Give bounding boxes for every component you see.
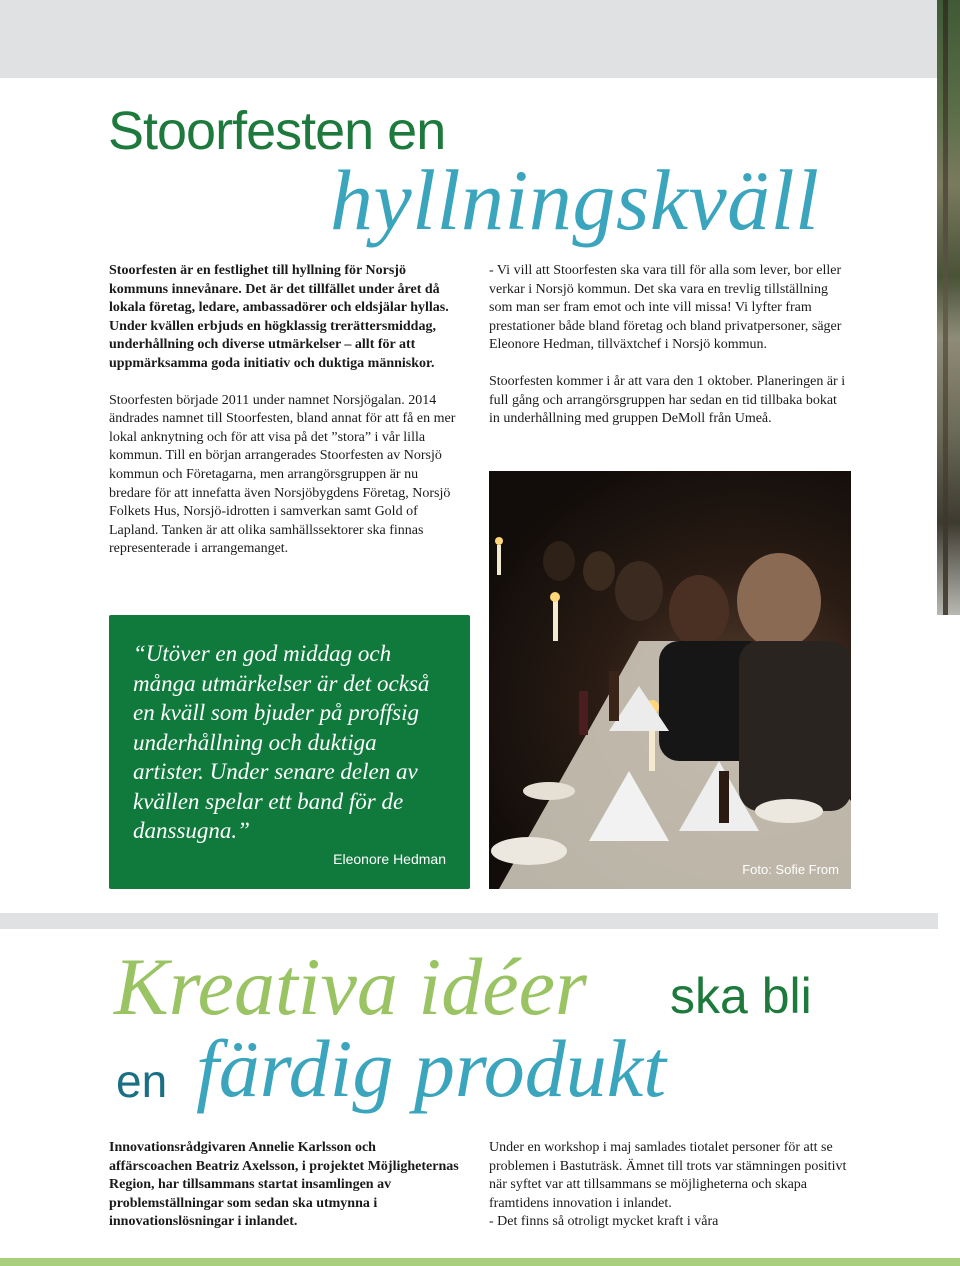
article2-right-column — [489, 1139, 859, 1232]
article2-body-continued: - Det finns så otroligt mycket kraft i våra — [489, 1214, 719, 1230]
pull-quote-box — [109, 615, 470, 889]
article2-lead: Innovationsrådgivaren Annelie Karlsson och affärscoachen Beatriz Axelsson, i projektet Möjligheternas Region, har tillsammans startat insamlingen av problemställningar som sedan ska utmynna i innovationslösningar i inlandet. — [109, 1140, 459, 1230]
article2-title-part2: ska bli — [670, 968, 812, 1024]
intro-column — [109, 262, 463, 577]
article-title-line1: Stoorfesten en — [108, 101, 446, 161]
top-band — [0, 0, 960, 78]
pull-quote-text: “Utöver en god middag och många utmärkelser är det också en kväll som bjuder på proffsig underhållning och duktiga artister. Under senare delen av kvällen spelar ett band för de danssugna.” — [133, 641, 430, 843]
dinner-scene-illustration — [489, 471, 851, 889]
article2-body: Under en workshop i maj samlades tiotalet personer för att se problemen i Bastuträsk. Ämnet till trots var stämningen positivt när syftet var att tillsammans se möjligheterna och skapa framtidens innovation i inlandet. — [489, 1140, 847, 1211]
article2-title-part3: en — [116, 1055, 168, 1107]
article-title-line2: hyllningskväll — [330, 152, 820, 248]
bottom-bar — [0, 1258, 960, 1266]
article2-title-part1: Kreativa idéer — [114, 941, 587, 1032]
edge-photo-strip — [937, 0, 960, 615]
article-lead: Stoorfesten är en festlighet till hyllning för Norsjö kommuns innevånare. Det är det tillfället under året då lokala företag, ledare, ambassadörer och eldsjälar hyllas. Under kvällen erbjuds en högklassig trerättersmiddag, underhållning och diverse utmärkelser – allt för att uppmärksamma goda initiativ och duktiga människor. — [109, 263, 449, 371]
photo-credit: Foto: Sofie From — [742, 862, 839, 877]
right-column — [489, 262, 849, 447]
article-body-paragraph: Stoorfesten började 2011 under namnet Norsjögalan. 2014 ändrades namnet till Stoorfesten, bland annat för att få en mer lokal anknytning och för att visa på det ”stora” i vår lilla kommun. Till en början arrangerades Stoorfesten av Norsjö kommun och Företagarna, men arrangörsgruppen är nu bredare för att innefatta även Norsjöbygdens Företag, Norsjö Folkets Hus, Norsjö-idrotten i samverkan samt Gold of Lapland. Tanken är att olika samhällssektorer ska finnas representerade i arrangemanget. — [109, 392, 456, 557]
article2-left-column — [109, 1139, 459, 1250]
article-quote-paragraph: - Vi vill att Stoorfesten ska vara till för alla som lever, bor eller verkar i Norsjö kommun. Det ska vara en trevlig tillställning som man ser fram emot och inte vill missa! Vi lyfter fram prestationer både bland företag och bland privatpersoner, säger Eleonore Hedman, tillväxtchef i Norsjö kommun. — [489, 263, 842, 353]
section-divider — [0, 913, 938, 929]
pull-quote-author: Eleonore Hedman — [333, 851, 446, 867]
article2-title-part4: färdig produkt — [196, 1023, 666, 1114]
article-date-paragraph: Stoorfesten kommer i år att vara den 1 oktober. Planeringen är i full gång och arrangörsgruppen har sedan en tid tillbaka bokat in underhållning med gruppen DeMoll från Umeå. — [489, 373, 846, 427]
dinner-photo — [489, 471, 851, 889]
tree-trunk — [943, 0, 948, 615]
